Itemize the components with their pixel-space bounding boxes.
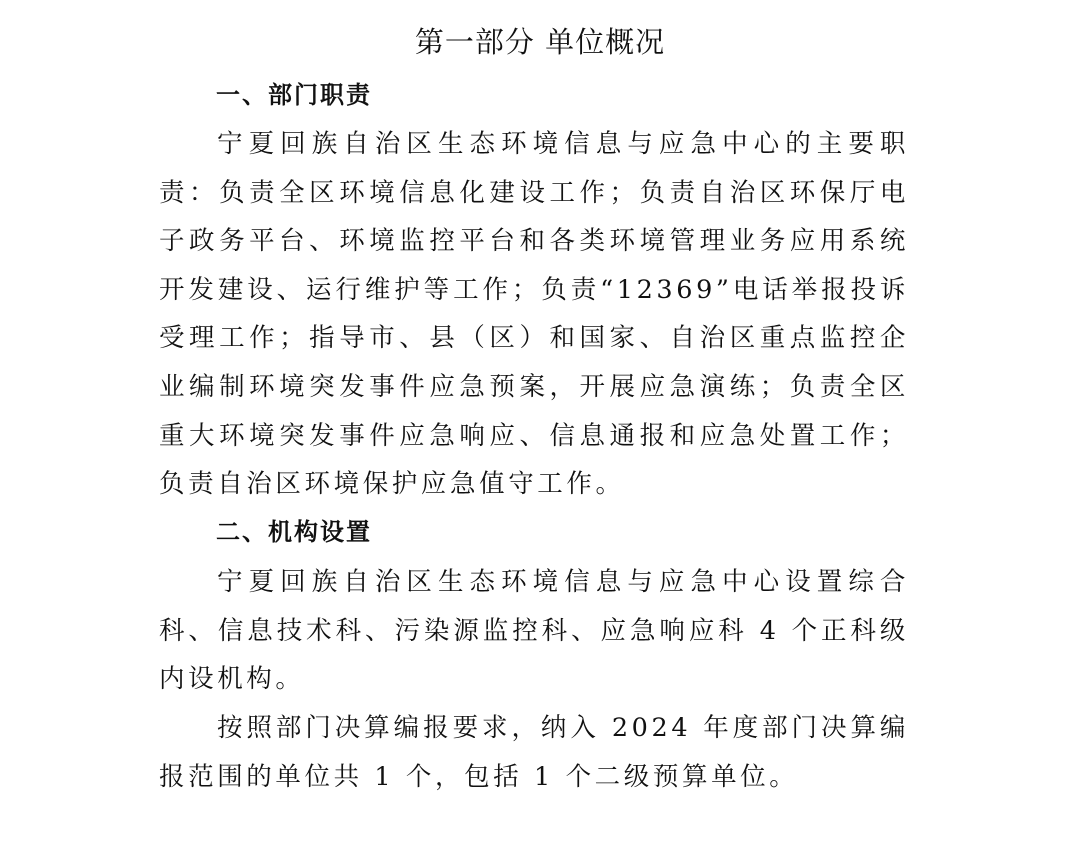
- paragraph-duties: 宁夏回族自治区生态环境信息与应急中心的主要职责：负责全区环境信息化建设工作；负责自治区环保厅电子政务平台、环境监控平台和各类环境管理业务应用系统开发建设、运行维护等工作；负责“12369”电话举报投诉受理工作；指导市、县（区）和国家、自治区重点监控企业编制环境突发事件应急预案，开展应急演练；负责全区重大环境突发事件应急响应、信息通报和应急处置工作；负责自治区环境保护应急值守工作。: [159, 129, 909, 500]
- section-heading-duties: 一、部门职责: [216, 81, 372, 109]
- paragraph-organization: 宁夏回族自治区生态环境信息与应急中心设置综合科、信息技术科、污染源监控科、应急响应科 4 个正科级内设机构。: [159, 567, 909, 695]
- paragraph-budget-scope: 按照部门决算编报要求，纳入 2024 年度部门决算编报范围的单位共 1 个，包括 1 个二级预算单位。: [159, 713, 909, 792]
- section-heading-organization: 二、机构设置: [216, 518, 372, 546]
- page-title: 第一部分 单位概况: [414, 25, 666, 59]
